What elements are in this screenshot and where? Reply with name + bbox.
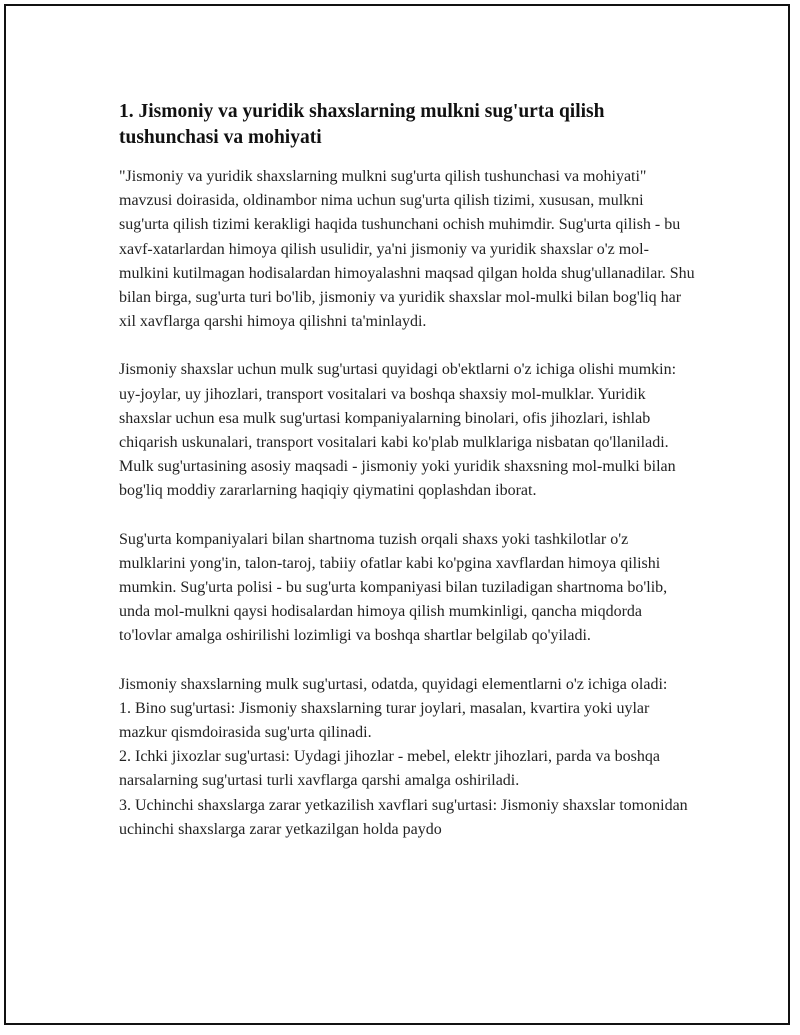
list-item-building: 1. Bino sug'urtasi: Jismoniy shaxslarning turar joylari, masalan, kvartira yoki uylar mazkur qismdoirasida sug'urta qilinadi.: [119, 699, 650, 742]
paragraph-contracts: Sug'urta kompaniyalari bilan shartnoma tuzish orqali shaxs yoki tashkilotlar o'z mulklarini yong'in, talon-taroj, tabiiy ofatlar kabi ko'pgina xavflardan himoya qilishi mumkin. Sug'urta polisi - bu sug'urta kompaniyasi bilan tuziladigan shartnoma bo'lib, unda mol-mulkni qaysi hodisalardan himoya qilish mumkinligi, qancha miqdorda to'lovlar amalga oshirilishi lozimligi va boshqa shartlar belgilab qo'yiladi.: [119, 530, 668, 645]
elements-list: [119, 673, 695, 842]
paragraph-intro: "Jismoniy va yuridik shaxslarning mulkni sug'urta qilish tushunchasi va mohiyati" mavzusi doirasida, oldinambor nima uchun sug'urta qilish tizimi, xususan, mulkni sug'urta qilish tizimi kerakligi haqida tushunchani ochish muhimdir. Sug'urta qilish - bu xavf-xatarlardan himoya qilish usulidir, ya'ni jismoniy va yuridik shaxslar o'z mol-mulkini kutilmagan hodisalardan himoyalashni maqsad qilgan holda shug'ullanadilar. Shu bilan birga, sug'urta turi bo'lib, jismoniy va yuridik shaxslar mol-mulki bilan bog'liq har xil xavflarga qarshi himoya qilishni ta'minlaydi.: [119, 168, 695, 331]
paragraph-objects: Jismoniy shaxslar uchun mulk sug'urtasi quyidagi ob'ektlarni o'z ichiga olishi mumkin: uy-joylar, uy jihozlari, transport vositalari va boshqa shaxsiy mol-mulklar. Yuridik shaxslar uchun esa mulk sug'urtasi kompaniyalarning binolari, ofis jihozlari, ishlab chiqarish uskunalari, transport vositalari kabi ko'plab mulklariga nisbatan qo'llaniladi. Mulk sug'urtasining asosiy maqsadi - jismoniy yoki yuridik shaxsning mol-mulki bilan bog'liq moddiy zararlarning haqiqiy qiymatini qoplashdan iborat.: [119, 361, 677, 500]
list-item-contents: 2. Ichki jixozlar sug'urtasi: Uydagi jihozlar - mebel, elektr jihozlari, parda va boshqa narsalarning sug'urtasi turli xavflarga qarshi amalga oshiriladi.: [119, 748, 660, 790]
document-page: [4, 4, 790, 1025]
document-body: [119, 99, 695, 842]
list-item-third-party: 3. Uchinchi shaxslarga zarar yetkazilish xavflari sug'urtasi: Jismoniy shaxslar tomonidan uchinchi shaxslarga zarar yetkazilgan holda paydo: [119, 796, 688, 838]
list-intro: Jismoniy shaxslarning mulk sug'urtasi, odatda, quyidagi elementlarni o'z ichiga oladi:: [119, 675, 668, 693]
section-title: 1. Jismoniy va yuridik shaxslarning mulkni sug'urta qilish tushunchasi va mohiyati: [119, 101, 605, 148]
